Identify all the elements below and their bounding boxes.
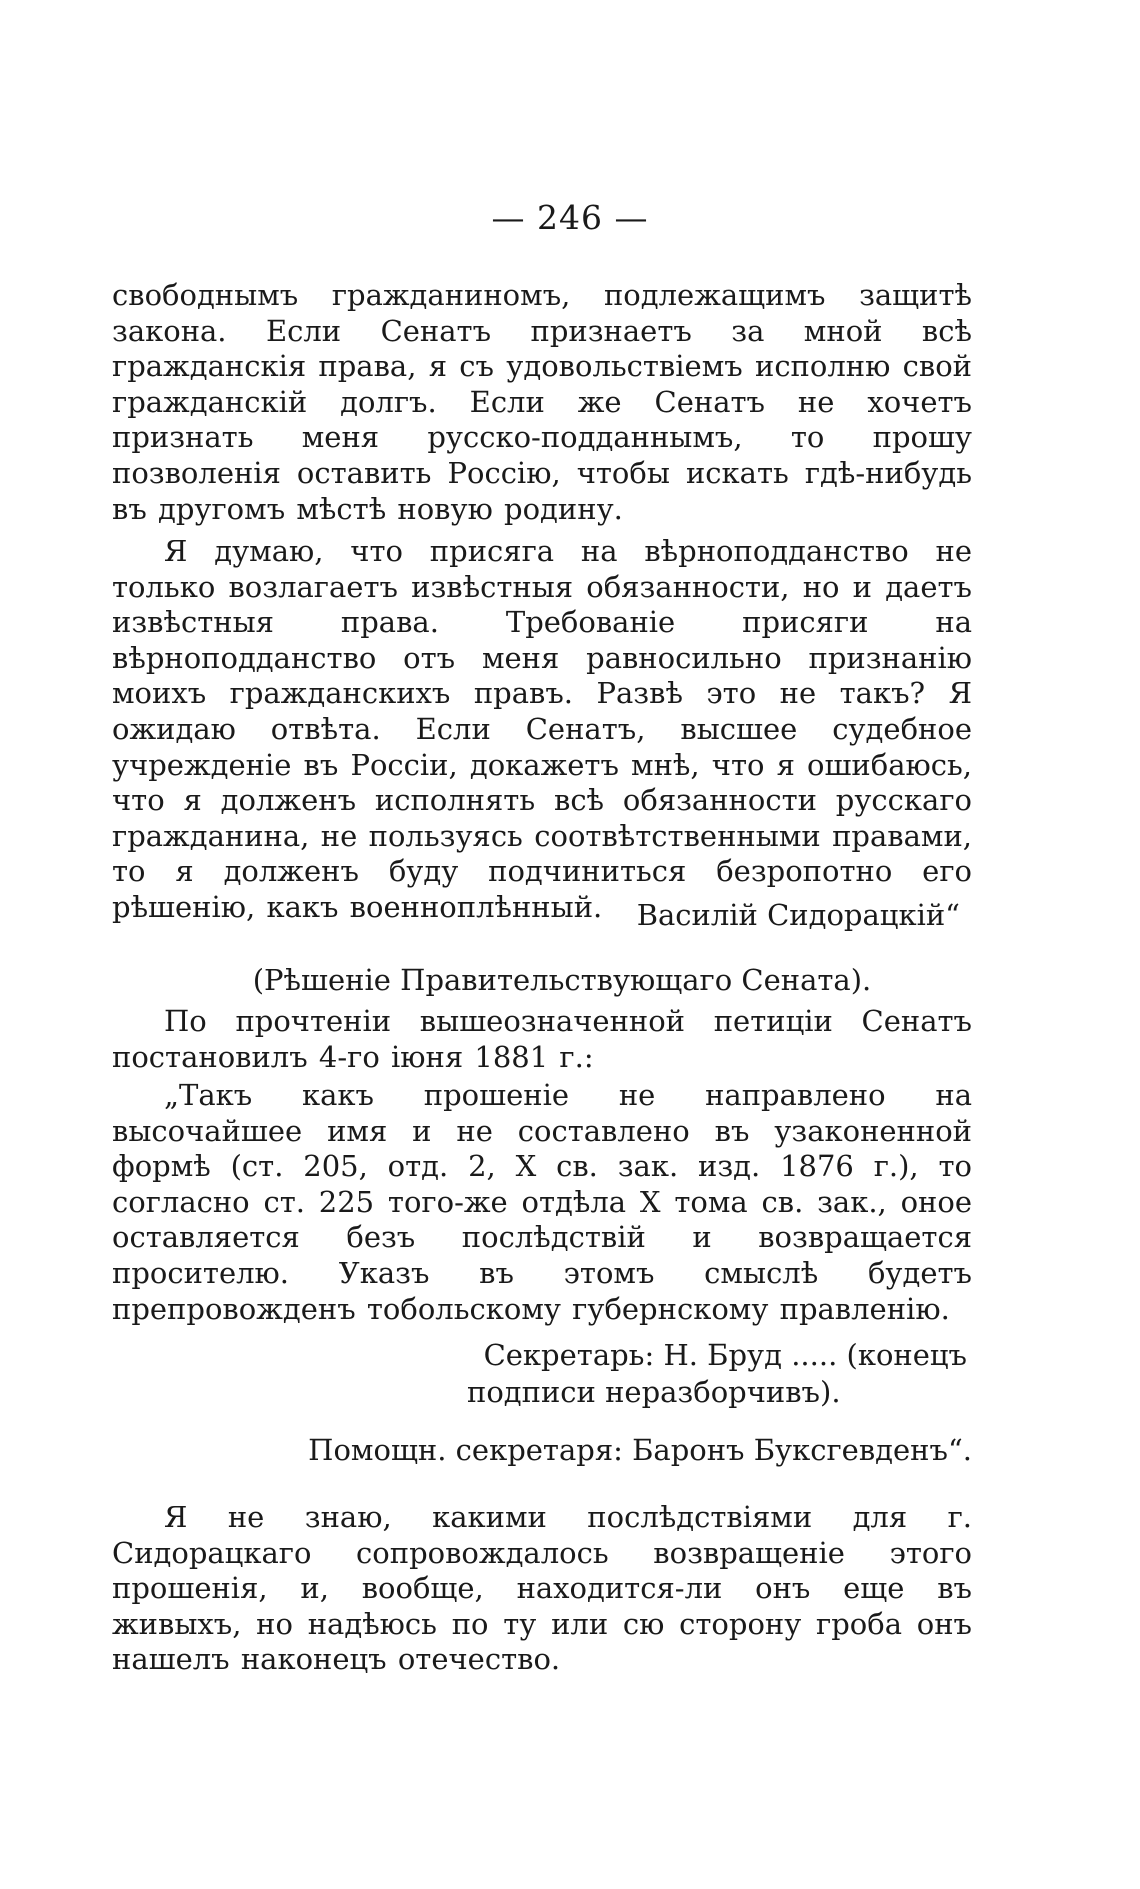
paragraph-decision-intro: По прочтеніи вышеозначенной петиціи Сенатъ постановилъ 4-го іюня 1881 г.: — [112, 1004, 972, 1074]
page-number: — 246 — — [491, 198, 649, 237]
paragraph-oath-argument: Я думаю, что присяга на вѣрноподданство не только возлагаетъ извѣстныя обязанности, но и даетъ извѣстныя права. Требованіе присяги на вѣрноподданство отъ меня равносильно признанію моихъ гражданскихъ правъ. Развѣ это не такъ? Я ожидаю отвѣта. Если Сенатъ, высшее судебное учрежденіе въ Россіи, докажетъ мнѣ, что я ошибаюсь, что я долженъ исполнять всѣ обязанности русскаго гражданина, не пользуясь соотвѣтственными правами, то я долженъ буду подчиниться безропотно его рѣшенію, какъ военноплѣнный. — [112, 534, 972, 924]
secretary-signature-block — [112, 1337, 972, 1411]
secretary-signature-line1: Секретарь: Н. Бруд ..... (конецъ — [483, 1338, 967, 1372]
secretary-signature-line2: подписи неразборчивъ). — [467, 1375, 841, 1409]
paragraph-decision-text: „Такъ какъ прошеніе не направлено на высочайшее имя и не составлено въ узаконенной формѣ (ст. 205, отд. 2, X св. зак. изд. 1876 г.), то согласно ст. 225 того-же отдѣла X тома св. зак., оное оставляется безъ послѣдствій и возвращается просителю. Указъ въ этомъ смыслѣ будетъ препровожденъ тобольскому губернскому правленію. — [112, 1078, 972, 1326]
petition-argument — [112, 534, 972, 926]
assistant-secretary-signature: Помощн. секретаря: Баронъ Буксгевденъ“. — [308, 1433, 972, 1467]
petition-ending — [112, 278, 972, 527]
decision-heading-block — [112, 962, 972, 998]
assistant-signature-block — [112, 1432, 972, 1469]
petitioner-signature: Василій Сидорацкій“ — [636, 898, 960, 932]
paragraph-petition-end: свободнымъ гражданиномъ, подлежащимъ защитѣ закона. Если Сенатъ признаетъ за мной всѣ гражданскія права, я съ удовольствіемъ исполню свой гражданскій долгъ. Если же Сенатъ не хочетъ признать меня русско-подданнымъ, то прошу позволенія оставить Россію, чтобы искать гдѣ-нибудь въ другомъ мѣстѣ новую родину. — [112, 278, 972, 526]
decision-intro-block — [112, 1004, 972, 1075]
decision-text-block — [112, 1078, 972, 1327]
petition-signature-block — [112, 897, 972, 933]
paragraph-closing: Я не знаю, какими послѣдствіями для г. Сидорацкаго сопровождалось возвращеніе этого прошенія, и, вообще, находится-ли онъ еще въ живыхъ, но надѣюсь по ту или сю сторону гроба онъ нашелъ наконецъ отечество. — [112, 1500, 972, 1677]
closing-block — [112, 1500, 972, 1678]
senate-decision-heading: (Рѣшеніе Правительствующаго Сената). — [252, 963, 872, 997]
